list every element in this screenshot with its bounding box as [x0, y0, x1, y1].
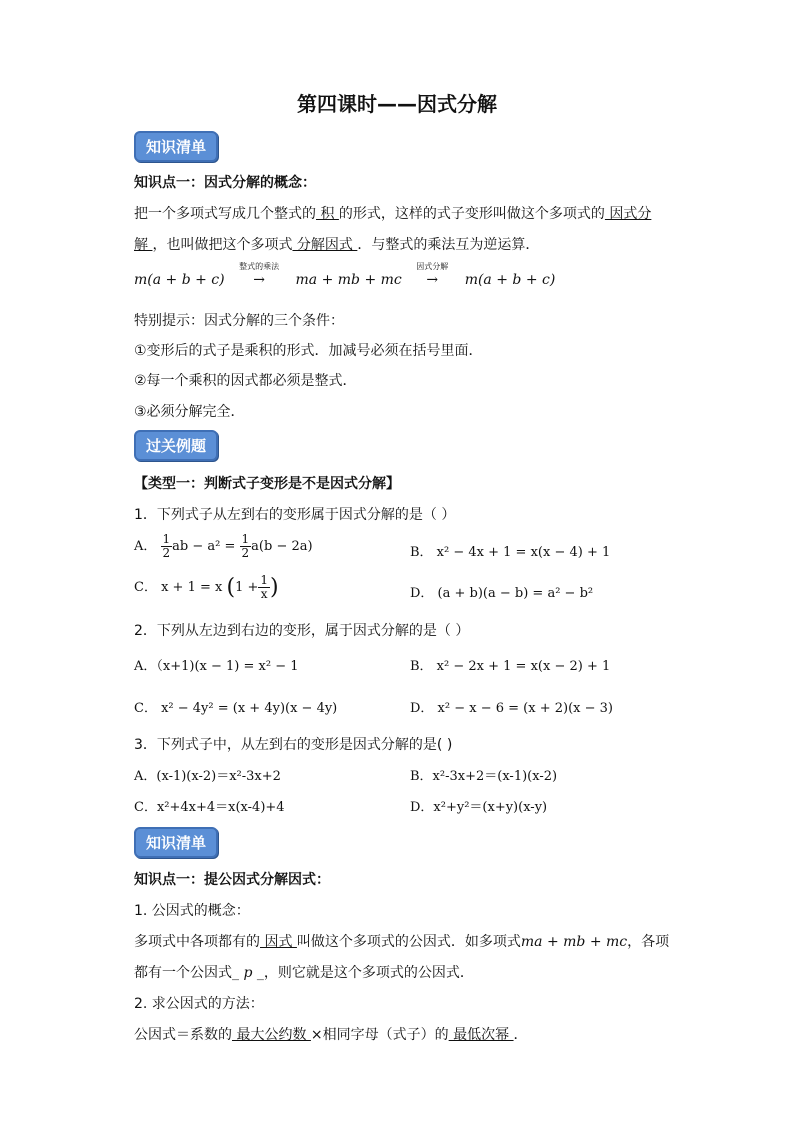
condition-1: ①变形后的式子是乘积的形式．加减号必须在括号里面．	[134, 343, 483, 359]
section-heading: 知识点一：提公因式分解因式：	[134, 872, 330, 888]
q2-option-c[interactable]: C． x² − 4y² = (x + 4y)(x − 4y)	[134, 701, 338, 716]
subheading-1: 1. 公因式的概念：	[134, 903, 250, 919]
section-badge-knowledge-2: 知识清单	[134, 827, 218, 858]
fill-blank: 因式分	[604, 206, 652, 222]
paren-close: )	[270, 575, 279, 600]
question-1: 1．下列式子从左到右的变形属于因式分解的是（ ）	[134, 507, 456, 523]
arrow-with-label	[416, 262, 448, 288]
q3-option-b[interactable]: B．x²-3x+2＝(x-1)(x-2)	[410, 769, 558, 784]
text: 多项式中各项都有的	[134, 934, 260, 950]
fill-blank: 因式	[260, 934, 297, 950]
numerator: 1	[241, 532, 250, 546]
fill-blank: 最低次幂	[448, 1027, 514, 1043]
arrow-with-label	[239, 262, 279, 288]
paragraph-line	[134, 203, 651, 223]
page-title: 第四课时——因式分解	[297, 92, 497, 116]
arrow-icon: →	[253, 272, 265, 288]
numerator: 1	[162, 532, 171, 546]
q3-option-a[interactable]: A．(x-1)(x-2)＝x²-3x+2	[134, 769, 281, 784]
q3-option-c[interactable]: C．x²+4x+4＝x(x-4)+4	[134, 800, 285, 815]
section-badge-knowledge: 知识清单	[134, 131, 218, 162]
text: ，则它就是这个多项式的公因式．	[263, 965, 474, 981]
formula-left: m(a + b + c)	[134, 272, 225, 288]
paragraph-line	[134, 962, 474, 982]
text: 把一个多项式写成几个整式的	[134, 206, 316, 222]
math-expr: ma + mb + mc	[520, 934, 628, 950]
arrow-icon: →	[426, 272, 439, 288]
question-3: 3．下列式子中，从左到右的变形是因式分解的是( )	[134, 737, 453, 753]
expr: ab − a² =	[172, 539, 240, 554]
q1-option-d[interactable]: D． (a + b)(a − b) = a² − b²	[410, 586, 594, 601]
condition-2: ②每一个乘积的因式都必须是整式．	[134, 373, 357, 389]
formula-line	[134, 262, 555, 288]
fill-blank: 积	[316, 206, 339, 222]
text: 公因式＝系数的	[134, 1027, 232, 1043]
question-2: 2．下列从左边到右边的变形，属于因式分解的是（ ）	[134, 623, 470, 639]
q2-option-d[interactable]: D． x² − x − 6 = (x + 2)(x − 3)	[410, 701, 613, 716]
text: 的形式，这样的式子变形叫做这个多项式的	[338, 206, 605, 222]
denominator: 2	[162, 546, 171, 560]
q1-option-b[interactable]: B． x² − 4x + 1 = x(x − 4) + 1	[410, 545, 611, 560]
expr: 1 +	[235, 580, 259, 595]
section-badge-examples: 过关例题	[134, 430, 218, 461]
paragraph-line	[134, 931, 669, 951]
fill-blank: 最大公约数	[232, 1027, 311, 1043]
text: ，各项	[627, 934, 670, 950]
arrow-label: 因式分解	[416, 262, 449, 271]
option-label: A．	[134, 539, 157, 554]
paragraph-line	[134, 1024, 528, 1044]
text: 都有一个公因式	[134, 965, 232, 981]
q1-option-c[interactable]	[134, 574, 279, 601]
section-heading: 知识点一：因式分解的概念：	[134, 175, 316, 191]
paren-open: (	[226, 575, 236, 600]
arrow-label: 整式的乘法	[239, 262, 280, 271]
fraction	[258, 574, 270, 601]
q2-option-a[interactable]: A．（x+1)(x − 1) = x² − 1	[134, 659, 299, 674]
denominator: 2	[241, 546, 250, 560]
expr: C． x + 1 = x	[134, 580, 223, 595]
tip-line: 特别提示：因式分解的三个条件：	[134, 313, 344, 329]
text: ×相同字母（式子）的	[310, 1027, 449, 1043]
formula-right: m(a + b + c)	[464, 272, 556, 288]
text: ．与整式的乘法互为逆运算．	[357, 237, 540, 253]
condition-3: ③必须分解完全．	[134, 404, 245, 420]
q2-option-b[interactable]: B． x² − 2x + 1 = x(x − 2) + 1	[410, 659, 611, 674]
q1-option-a[interactable]	[134, 533, 313, 560]
paragraph-line	[134, 234, 539, 254]
fraction	[240, 533, 252, 560]
fraction	[161, 533, 173, 560]
denominator: x	[260, 587, 268, 601]
text: ，也叫做把这个多项式	[152, 237, 293, 253]
formula-middle: ma + mb + mc	[295, 272, 402, 288]
fill-blank: 分解因式	[292, 237, 358, 253]
fill-blank: 解	[134, 237, 153, 253]
text: 叫做这个多项式的公因式．如多项式	[296, 934, 521, 950]
numerator: 1	[260, 573, 268, 587]
fill-blank: _ p _	[232, 965, 264, 981]
subheading-2: 2. 求公因式的方法：	[134, 996, 264, 1012]
type-heading: 【类型一：判断式子变形是不是因式分解】	[134, 476, 400, 492]
text: ．	[513, 1027, 528, 1043]
q3-option-d[interactable]: D．x²+y²＝(x+y)(x-y)	[410, 800, 548, 815]
expr: a(b − 2a)	[251, 539, 313, 554]
